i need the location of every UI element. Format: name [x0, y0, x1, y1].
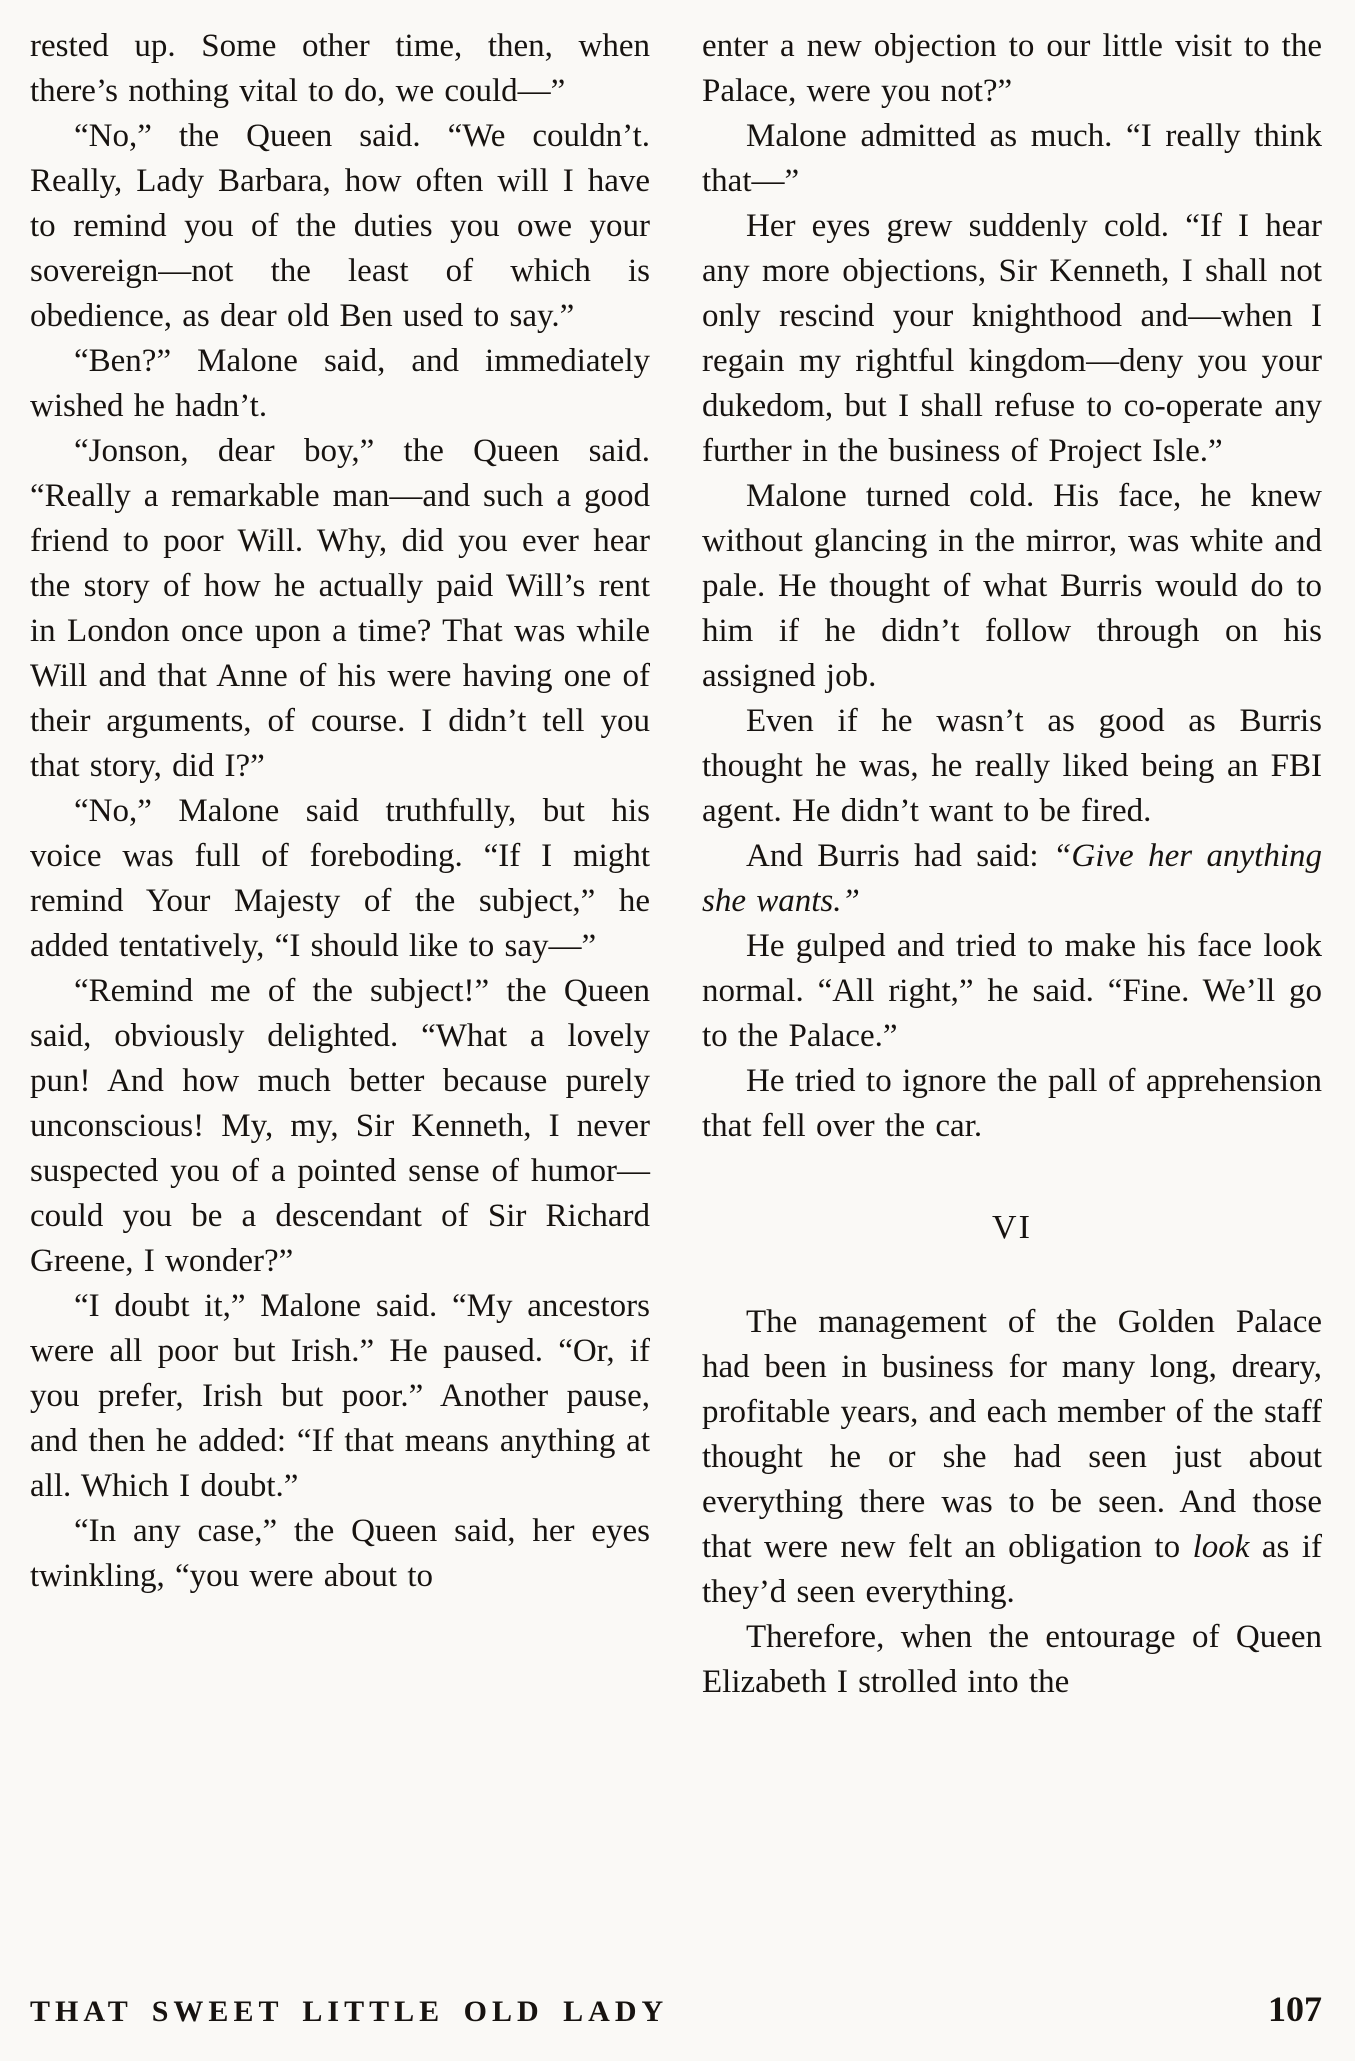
right-column-top — [702, 24, 1322, 1149]
text-run: Even if he wasn’t as good as Burris thought he was, he really liked being an FBI agent. He didn’t want to be fired. — [702, 703, 1322, 829]
text-run: “Remind me of the subject!” the Queen said, obviously delighted. “What a lovely pun! And how much better because purely unconscious! My, my, Sir Kenneth, I never suspected you of a pointed sense of humor—could you be a descendant of Sir Richard Greene, I wonder?” — [30, 973, 650, 1279]
text-run: “No,” Malone said truthfully, but his voice was full of foreboding. “If I might remind Your Majesty of the subject,” he added tentatively, “I should like to say—” — [30, 793, 650, 964]
paragraph — [702, 114, 1322, 204]
text-run: enter a new objection to our little visit to the Palace, were you not?” — [702, 28, 1322, 109]
page-number: 107 — [1268, 1989, 1322, 2029]
text-run: “No,” the Queen said. “We couldn’t. Really, Lady Barbara, how often will I have to remind you of the duties you owe your sovereign—not the least of which is obedience, as dear old Ben used to say.” — [30, 118, 650, 334]
text-run: Malone turned cold. His face, he knew without glancing in the mirror, was white and pale. He thought of what Burris would do to him if he didn’t follow through on his assigned job. — [702, 478, 1322, 694]
paragraph — [30, 1284, 650, 1509]
text-run: rested up. Some other time, then, when there’s nothing vital to do, we could—” — [30, 28, 650, 109]
text-run: He gulped and tried to make his face look normal. “All right,” he said. “Fine. We’ll go to the Palace.” — [702, 928, 1322, 1054]
paragraph — [702, 834, 1322, 924]
paragraph — [30, 789, 650, 969]
paragraph — [30, 339, 650, 429]
text-run: “Ben?” Malone said, and immediately wished he hadn’t. — [30, 343, 650, 424]
text-run: The management of the Golden Palace had been in business for many long, dreary, profitable years, and each member of the staff thought he or she had seen just about everything there was to be seen. And those that were new felt an obligation to — [702, 1304, 1322, 1565]
right-column-bottom — [702, 1300, 1322, 1705]
right-column — [702, 24, 1322, 1705]
paragraph — [702, 1615, 1322, 1705]
paragraph — [702, 24, 1322, 114]
text-run: “Jonson, dear boy,” the Queen said. “Really a remarkable man—and such a good friend to poor Will. Why, did you ever hear the story of how he actually paid Will’s rent in London once upon a time? That was while Will and that Anne of his were having one of their arguments, of course. I didn’t tell you that story, did I?” — [30, 433, 650, 784]
paragraph — [30, 969, 650, 1284]
paragraph — [702, 699, 1322, 834]
paragraph — [702, 1059, 1322, 1149]
paragraph — [30, 429, 650, 789]
running-title: THAT SWEET LITTLE OLD LADY — [30, 1995, 669, 2028]
text-run: “In any case,” the Queen said, her eyes twinkling, “you were about to — [30, 1513, 650, 1594]
paragraph — [30, 114, 650, 339]
text-run: He tried to ignore the pall of apprehension that fell over the car. — [702, 1063, 1322, 1144]
left-column — [30, 24, 650, 1705]
text-run: as if they’d seen everything. — [702, 1529, 1322, 1610]
paragraph — [702, 204, 1322, 474]
text-run: Therefore, when the entourage of Queen Elizabeth I strolled into the — [702, 1619, 1322, 1700]
paragraph — [30, 1509, 650, 1599]
paragraph — [702, 1300, 1322, 1615]
paragraph — [702, 474, 1322, 699]
text-run: “I doubt it,” Malone said. “My ancestors were all poor but Irish.” He paused. “Or, if you prefer, Irish but poor.” Another pause, and then he added: “If that means anything at all. Which I doubt.” — [30, 1288, 650, 1504]
italic-text: “Give her anything she wants.” — [702, 838, 1322, 919]
page-footer — [30, 1988, 1322, 2030]
paragraph — [30, 24, 650, 114]
text-run: Malone admitted as much. “I really think that—” — [702, 118, 1322, 199]
paragraph — [702, 924, 1322, 1059]
section-heading: VI — [992, 1209, 1032, 1246]
italic-text: look — [1192, 1529, 1250, 1565]
text-run: Her eyes grew suddenly cold. “If I hear any more objections, Sir Kenneth, I shall not only rescind your knighthood and—when I regain my rightful kingdom—deny you your dukedom, but I shall refuse to co-operate any further in the business of Project Isle.” — [702, 208, 1322, 469]
text-run: And Burris had said: — [746, 838, 1054, 874]
